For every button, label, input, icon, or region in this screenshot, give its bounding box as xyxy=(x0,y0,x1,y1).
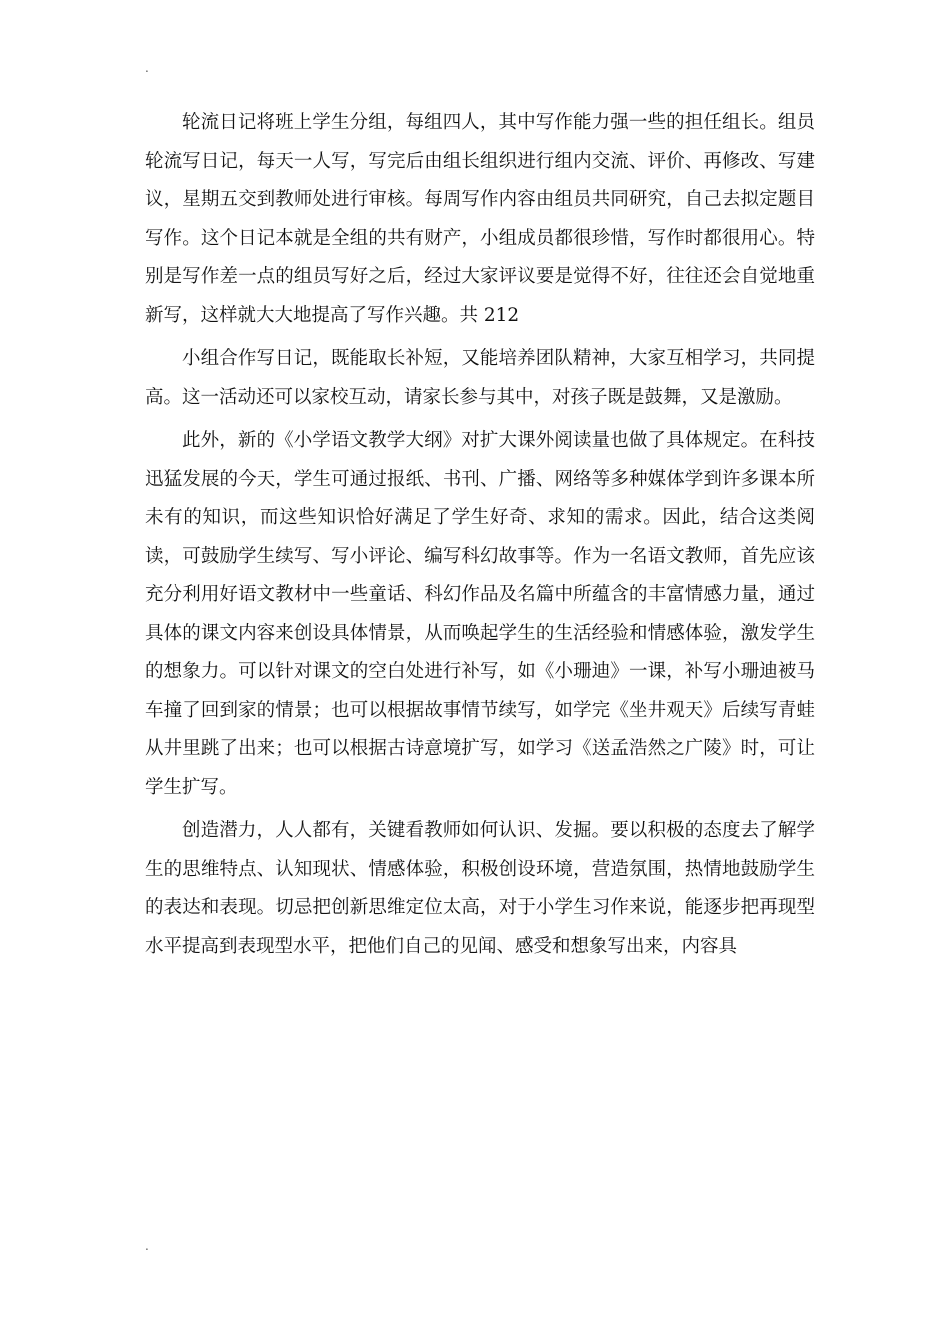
paragraph-creative-potential: 创造潜力，人人都有，关键看教师如何认识、发掘。要以积极的态度去了解学生的思维特点、认知现状、情感体验，积极创设环境，营造氛围，热情地鼓励学生的表达和表现。切忌把创新思维定位太高，对于小学生习作来说，能逐步把再现型水平提高到表现型水平，把他们自己的见闻、感受和想象写出来，内容具 xyxy=(145,820,815,957)
header-dot: . xyxy=(145,61,149,75)
paragraph-group-diary: 小组合作写日记，既能取长补短，又能培养团队精神，大家互相学习，共同提高。这一活动还可以家校互动，请家长参与其中，对孩子既是鼓舞，又是激励。 xyxy=(145,348,815,408)
footer-dot: . xyxy=(145,1239,149,1253)
document-body xyxy=(145,104,815,971)
paragraph-extracurricular-reading: 此外，新的《小学语文教学大纲》对扩大课外阅读量也做了具体规定。在科技迅猛发展的今天，学生可通过报纸、书刊、广播、网络等多种媒体学到许多课本所未有的知识，而这些知识恰好满足了学生好奇、求知的需求。因此，结合这类阅读，可鼓励学生续写、写小评论、编写科幻故事等。作为一名语文教师，首先应该充分利用好语文教材中一些童话、科幻作品及名篇中所蕴含的丰富情感力量，通过具体的课文内容来创设具体情景，从而唤起学生的生活经验和情感体验，激发学生的想象力。可以针对课文的空白处进行补写，如《小珊迪》一课，补写小珊迪被马车撞了回到家的情景；也可以根据故事情节续写，如学完《坐井观天》后续写青蛙从井里跳了出来；也可以根据古诗意境扩写，如学习《送孟浩然之广陵》时，可让学生扩写。 xyxy=(145,430,815,798)
paragraph-rotating-diary: 轮流日记将班上学生分组，每组四人，其中写作能力强一些的担任组长。组员轮流写日记，每天一人写，写完后由组长组织进行组内交流、评价、再修改、写建议，星期五交到教师处进行审核。每周写作内容由组员共同研究，自己去拟定题目写作。这个日记本就是全组的共有财产，小组成员都很珍惜，写作时都很用心。特别是写作差一点的组员写好之后，经过大家评议要是觉得不好，往往还会自觉地重新写，这样就大大地提高了写作兴趣。共 212 xyxy=(145,112,815,326)
